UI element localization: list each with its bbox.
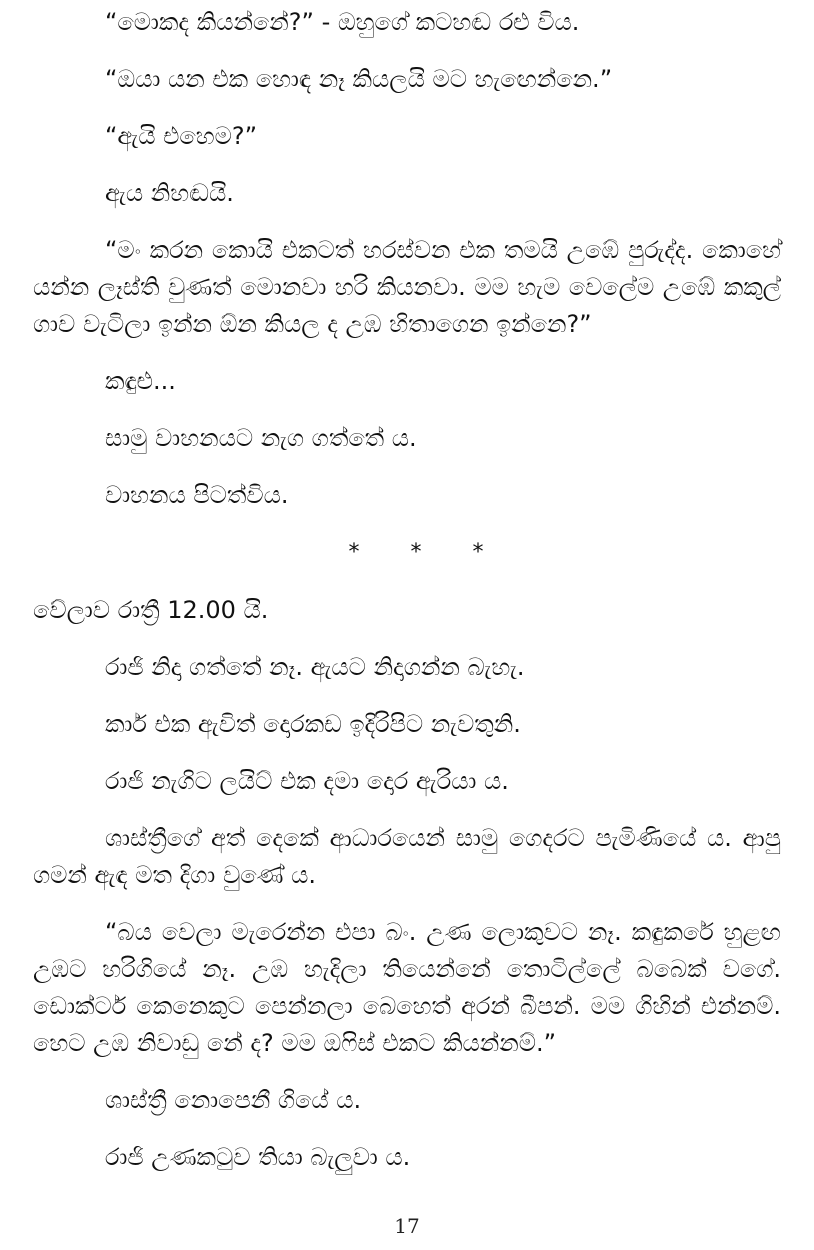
paragraph: රාජි නැගිට ලයිට් එක දමා දොර ඇරියා ය. bbox=[105, 767, 509, 795]
paragraph: ශාස්ත්‍රී නොපෙනී ගියේ ය. bbox=[105, 1086, 362, 1114]
scene-separator-block bbox=[33, 522, 781, 599]
paragraph: “මොකද කියන්නේ?” - ඔහුගේ කටහඬ රළු විය. bbox=[105, 8, 580, 36]
paragraph: සාමු වාහනයට නැග ගත්තේ ය. bbox=[105, 424, 417, 452]
paragraph: වාහනය පිටත්විය. bbox=[105, 481, 289, 509]
page-number: 17 bbox=[394, 1214, 420, 1238]
paragraph: “මං කරන කොයි එකටත් හරස්වන එක තමයි උඹේ පුරුද්ද. කොහේ යන්න ලෑස්ති වුණත් මොනවා හරි කියනවා. මම හැම වෙලේම උඹේ කකුල් ගාව වැටිලා ඉන්න ඕන කියල ද උඹ හිතාගෙන ඉන්නෙ?” bbox=[33, 236, 781, 338]
paragraph: “ඔයා යන එක හොඳ නෑ කියලයි මට හැඟෙන්නෙ.” bbox=[105, 65, 613, 93]
paragraph: කඳුළු... bbox=[105, 367, 176, 395]
paragraph: කාර් එක ඇවිත් දොරකඩ ඉදිරිපිට නැවතුනි. bbox=[105, 710, 521, 738]
paragraph: “බය වෙලා මැරෙන්න එපා බං. උණ ලොකුවට නෑ. කඳුකරේ හුළඟ උඹට හරිගියේ නෑ. උඹ හැදිලා තියෙන්නේ තොටිල්ලේ බබෙක් වගේ. ඩොක්ටර් කෙනෙකුට පෙන්නලා බෙහෙත් අරන් බීපන්. මම ගිහින් එන්නම්. හෙට උඹ නිවාඩු නේ ද? මම ඔෆිස් එකට කියන්නම්.” bbox=[33, 918, 781, 1057]
paragraph: වේලාව රාත්‍රී 12.00 යි. bbox=[33, 596, 269, 624]
scene-separator: * * * bbox=[348, 540, 506, 565]
text-section-2 bbox=[33, 592, 781, 1196]
paragraph: “ඇයි එහෙම?” bbox=[105, 122, 258, 150]
text-section-1 bbox=[33, 4, 781, 534]
paragraph: රාජි නිදා ගත්තේ නෑ. ඇයට නිදාගන්න බැහැ. bbox=[105, 653, 525, 681]
paragraph: ශාස්ත්‍රීගේ අත් දෙකේ ආධාරයෙන් සාමු ගෙදරට පැමිණියේ ය. ආපු ගමන් ඇඳ මත දිගා වුණේ ය. bbox=[33, 824, 781, 889]
paragraph: රාජි උණකටුව තියා බැලුවා ය. bbox=[105, 1143, 411, 1171]
paragraph: ඇය නිහඬයි. bbox=[105, 179, 234, 207]
